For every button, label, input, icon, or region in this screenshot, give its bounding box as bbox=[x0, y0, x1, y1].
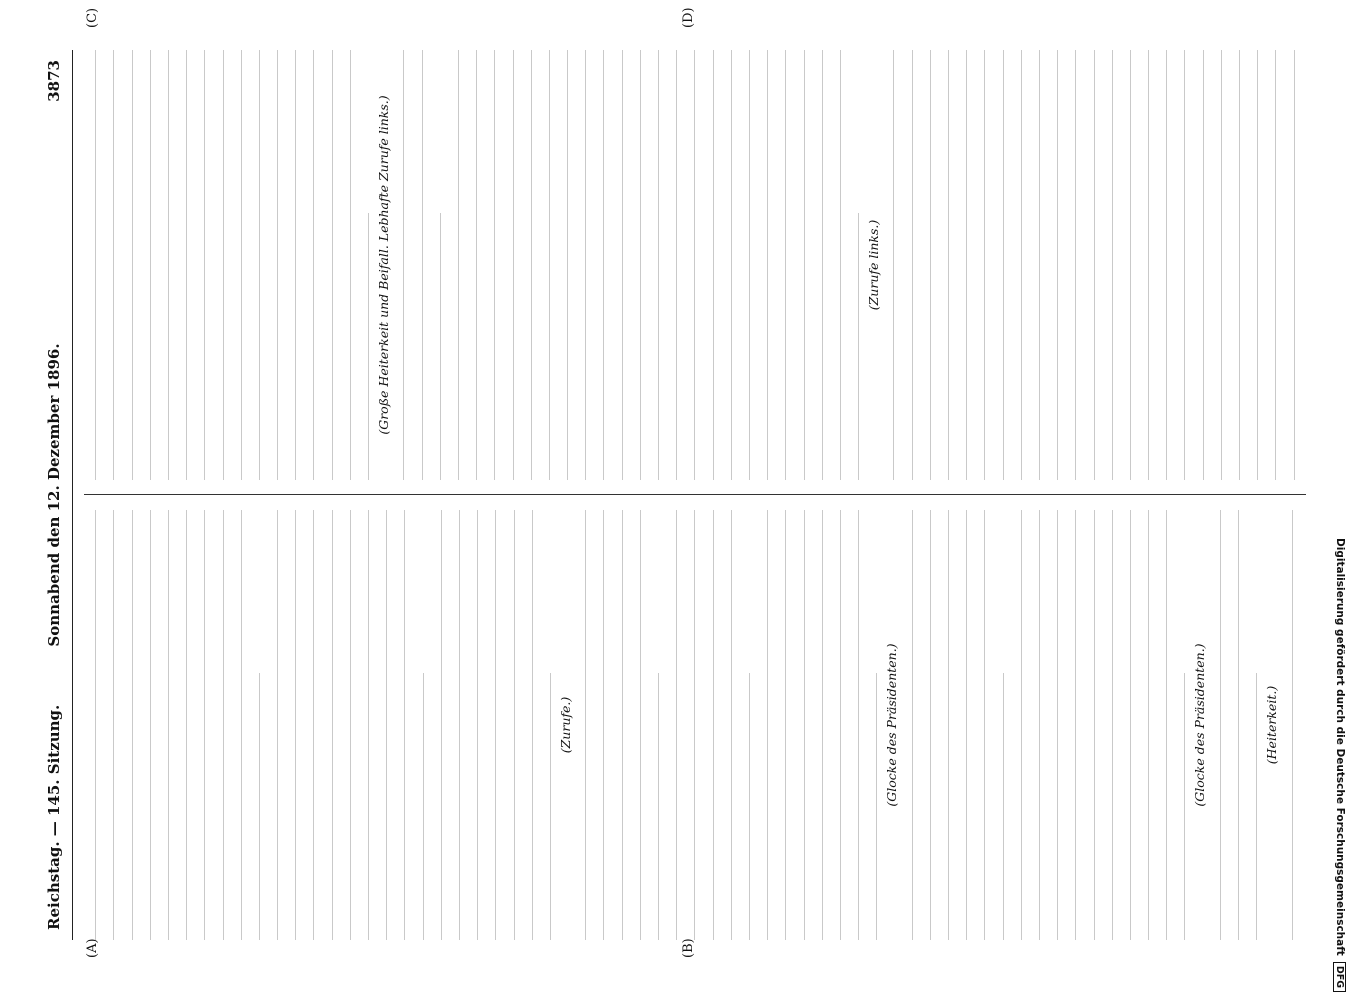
text-line bbox=[913, 50, 931, 480]
text-line bbox=[187, 510, 205, 940]
text-line bbox=[677, 510, 695, 940]
text-line bbox=[1113, 50, 1131, 480]
text-line bbox=[242, 673, 260, 940]
document-page bbox=[40, 7, 1330, 960]
text-line bbox=[1095, 50, 1113, 480]
stage-direction: (Große Heiterkeit und Beifall. Lebhafte Zurufe links.) bbox=[376, 95, 391, 435]
text-line bbox=[114, 510, 132, 940]
text-line bbox=[1185, 50, 1203, 480]
text-line bbox=[169, 510, 187, 940]
text-line bbox=[659, 50, 677, 480]
dfg-logo: DFG bbox=[1333, 962, 1346, 992]
text-line bbox=[495, 50, 513, 480]
text-line bbox=[695, 510, 713, 940]
text-line bbox=[550, 50, 568, 480]
text-column-left bbox=[84, 510, 1310, 940]
text-line bbox=[623, 510, 641, 940]
text-line bbox=[114, 50, 132, 480]
text-line bbox=[823, 510, 841, 940]
stage-direction: (Zurufe.) bbox=[557, 696, 573, 754]
text-line bbox=[496, 510, 514, 940]
text-line bbox=[477, 50, 495, 480]
text-line bbox=[805, 50, 823, 480]
text-line bbox=[533, 673, 551, 940]
text-line bbox=[242, 50, 260, 480]
text-line bbox=[1076, 50, 1094, 480]
text-line bbox=[931, 50, 949, 480]
text-line bbox=[641, 50, 659, 480]
text-line bbox=[187, 50, 205, 480]
text-line bbox=[96, 510, 114, 940]
margin-marker-b: (B) bbox=[681, 938, 696, 958]
text-line bbox=[823, 50, 841, 480]
text-line bbox=[786, 50, 804, 480]
text-line bbox=[423, 213, 441, 480]
text-line bbox=[96, 50, 114, 480]
text-line bbox=[1295, 50, 1310, 480]
text-line bbox=[1274, 510, 1292, 940]
text-column-right bbox=[84, 50, 1310, 480]
text-line bbox=[732, 673, 750, 940]
text-line bbox=[1131, 510, 1149, 940]
text-line bbox=[205, 510, 223, 940]
text-line bbox=[1221, 510, 1239, 940]
text-line bbox=[586, 510, 604, 940]
margin-marker-d: (D) bbox=[681, 7, 696, 28]
text-line bbox=[84, 510, 96, 940]
text-line bbox=[949, 510, 967, 940]
text-line bbox=[1293, 510, 1310, 940]
text-line bbox=[714, 50, 732, 480]
text-line bbox=[314, 510, 332, 940]
text-line bbox=[805, 510, 823, 940]
text-line bbox=[1167, 673, 1185, 940]
text-line bbox=[278, 50, 296, 480]
text-line bbox=[224, 510, 242, 940]
digitization-credit bbox=[1330, 8, 1350, 992]
text-line bbox=[1058, 50, 1076, 480]
text-line bbox=[441, 50, 459, 480]
text-line bbox=[768, 50, 786, 480]
text-line bbox=[351, 213, 369, 480]
text-line bbox=[949, 50, 967, 480]
text-line bbox=[1113, 510, 1131, 940]
margin-marker-a: (A) bbox=[85, 938, 100, 958]
text-line bbox=[568, 50, 586, 480]
stage-direction: (Heiterkeit.) bbox=[1264, 685, 1280, 765]
text-line bbox=[750, 50, 768, 480]
text-line bbox=[532, 50, 550, 480]
page-header bbox=[40, 30, 70, 960]
text-line bbox=[604, 50, 622, 480]
text-line bbox=[133, 510, 151, 940]
text-line bbox=[985, 50, 1003, 480]
text-line bbox=[1276, 50, 1294, 480]
text-line bbox=[424, 510, 442, 940]
text-line bbox=[1076, 510, 1094, 940]
text-line bbox=[768, 510, 786, 940]
text-line bbox=[296, 510, 314, 940]
text-line bbox=[515, 510, 533, 940]
text-line bbox=[841, 510, 859, 940]
text-line bbox=[786, 510, 804, 940]
text-line bbox=[278, 510, 296, 940]
text-line bbox=[750, 510, 768, 940]
header-date: Sonnabend den 12. Dezember 1896. bbox=[45, 343, 63, 647]
stage-direction: (Zurufe links.) bbox=[866, 219, 882, 311]
text-line bbox=[514, 50, 532, 480]
text-line bbox=[1131, 50, 1149, 480]
margin-marker-c: (C) bbox=[85, 7, 100, 28]
text-line bbox=[1022, 50, 1040, 480]
text-line bbox=[478, 510, 496, 940]
text-line bbox=[1204, 50, 1222, 480]
text-line bbox=[260, 50, 278, 480]
text-line bbox=[133, 50, 151, 480]
text-line bbox=[1258, 50, 1276, 480]
text-line bbox=[369, 510, 387, 940]
text-line bbox=[967, 50, 985, 480]
text-line bbox=[296, 50, 314, 480]
credit-text: Digitalisierung gefördert durch die Deutsche Forschungsgemeinschaft bbox=[1334, 538, 1346, 956]
text-line bbox=[387, 510, 405, 940]
text-line bbox=[1095, 510, 1113, 940]
text-line bbox=[732, 50, 750, 480]
column-divider bbox=[84, 494, 1306, 495]
stage-direction: (Glocke des Präsidenten.) bbox=[884, 643, 900, 807]
text-line bbox=[459, 50, 477, 480]
text-line bbox=[586, 50, 604, 480]
text-line bbox=[967, 510, 985, 940]
text-line bbox=[1222, 50, 1240, 480]
text-line bbox=[695, 50, 713, 480]
text-line bbox=[151, 510, 169, 940]
page-number: 3873 bbox=[45, 60, 63, 102]
text-line bbox=[859, 673, 877, 940]
text-line bbox=[1058, 510, 1076, 940]
text-line bbox=[386, 50, 404, 480]
text-line bbox=[351, 510, 369, 940]
text-line bbox=[1203, 510, 1221, 940]
text-line bbox=[985, 673, 1003, 940]
text-line bbox=[623, 50, 641, 480]
text-line bbox=[404, 50, 422, 480]
text-line bbox=[205, 50, 223, 480]
text-line bbox=[333, 510, 351, 940]
text-line bbox=[714, 510, 732, 940]
text-line bbox=[604, 510, 622, 940]
text-line bbox=[677, 50, 695, 480]
text-line bbox=[442, 510, 460, 940]
text-line bbox=[84, 50, 96, 480]
text-line bbox=[224, 50, 242, 480]
text-line bbox=[151, 50, 169, 480]
text-line bbox=[1040, 50, 1058, 480]
text-line bbox=[460, 510, 478, 940]
text-line bbox=[568, 510, 586, 940]
text-line bbox=[1022, 510, 1040, 940]
text-line bbox=[913, 510, 931, 940]
text-line bbox=[1239, 673, 1257, 940]
text-line bbox=[1240, 50, 1258, 480]
header-rule bbox=[72, 50, 73, 940]
text-line bbox=[1004, 510, 1022, 940]
header-session: Reichstag. — 145. Sitzung. bbox=[45, 704, 63, 930]
text-line bbox=[1040, 510, 1058, 940]
text-line bbox=[659, 510, 677, 940]
text-line bbox=[894, 510, 912, 940]
text-line bbox=[1167, 50, 1185, 480]
text-line bbox=[314, 50, 332, 480]
text-line bbox=[931, 510, 949, 940]
text-line bbox=[641, 673, 659, 940]
text-line bbox=[876, 50, 894, 480]
text-line bbox=[1149, 50, 1167, 480]
text-line bbox=[894, 50, 912, 480]
text-line bbox=[169, 50, 187, 480]
text-line bbox=[1004, 50, 1022, 480]
text-line bbox=[260, 510, 278, 940]
stage-direction: (Glocke des Präsidenten.) bbox=[1192, 643, 1208, 807]
text-line bbox=[405, 673, 423, 940]
text-line bbox=[1149, 510, 1167, 940]
text-line bbox=[841, 213, 859, 480]
text-line bbox=[333, 50, 351, 480]
